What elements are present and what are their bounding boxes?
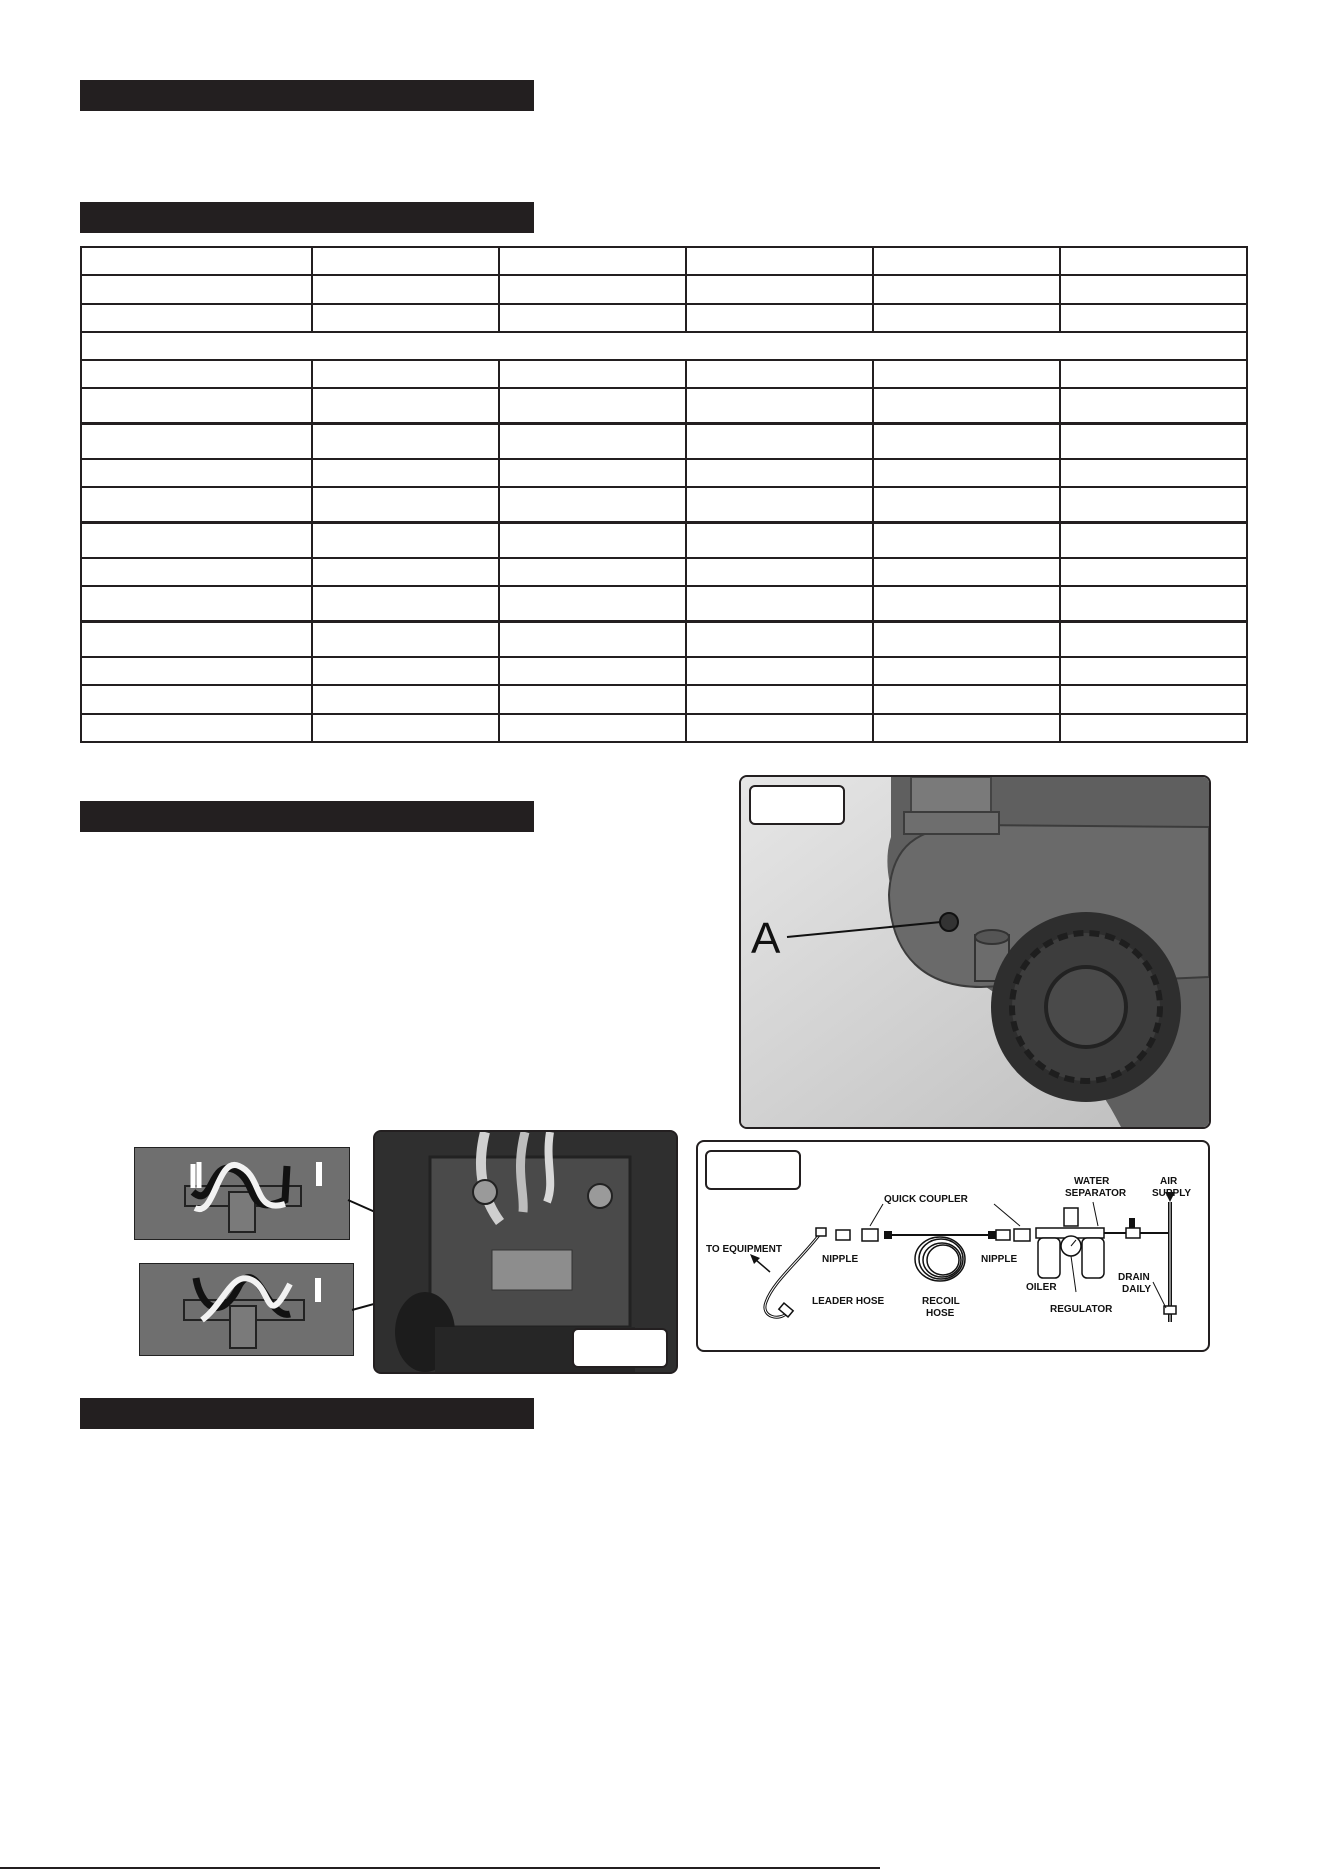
label-oiler: OILER — [1026, 1282, 1057, 1293]
water-separator-bowl — [1082, 1238, 1104, 1278]
figure-label-box — [572, 1328, 668, 1368]
label-supply: SUPPLY — [1152, 1188, 1192, 1199]
label-leader-hose: LEADER HOSE — [812, 1296, 885, 1307]
label-separator: SEPARATOR — [1065, 1188, 1127, 1199]
leader-hose-fitting — [816, 1228, 826, 1236]
nipple-fitting-left — [836, 1230, 850, 1240]
equipment-end-fitting — [779, 1303, 793, 1317]
label-nipple-right: NIPPLE — [981, 1254, 1018, 1265]
label-drain: DRAIN — [1118, 1272, 1150, 1283]
air-line-diagram — [696, 1140, 1210, 1352]
base-photo — [373, 1130, 678, 1374]
figure-label-box — [705, 1150, 801, 1190]
nipple-fitting-right — [996, 1230, 1010, 1240]
drain-pointer — [1153, 1282, 1166, 1308]
coupler-pointer-right — [994, 1204, 1020, 1226]
label-air: AIR — [1160, 1176, 1178, 1187]
coupler-fitting-right — [1014, 1229, 1030, 1241]
label-to-equipment: TO EQUIPMENT — [706, 1244, 782, 1255]
label-quick-coupler: QUICK COUPLER — [884, 1194, 968, 1205]
shutoff-valve-body — [1126, 1228, 1140, 1238]
label-hose: HOSE — [926, 1308, 955, 1319]
footer-rule — [0, 1867, 880, 1869]
callout-letter-a: A — [751, 914, 781, 963]
water-separator-pointer — [1093, 1202, 1098, 1226]
recoil-hose-end-right — [988, 1231, 996, 1239]
coupler-fitting-left — [862, 1229, 878, 1241]
recoil-hose-end-left — [884, 1231, 892, 1239]
coupler-pointer-left — [870, 1204, 883, 1226]
label-daily: DAILY — [1122, 1284, 1152, 1295]
regulator-pointer — [1071, 1256, 1076, 1292]
label-regulator: REGULATOR — [1050, 1304, 1113, 1315]
label-water: WATER — [1074, 1176, 1110, 1187]
equipment-arrow — [756, 1260, 770, 1272]
regulator-knob — [1064, 1208, 1078, 1226]
oiler-bowl — [1038, 1238, 1060, 1278]
shutoff-valve-handle — [1129, 1218, 1135, 1228]
label-nipple-left: NIPPLE — [822, 1254, 859, 1265]
label-recoil: RECOIL — [922, 1296, 960, 1307]
recoil-hose-coil — [915, 1237, 965, 1281]
